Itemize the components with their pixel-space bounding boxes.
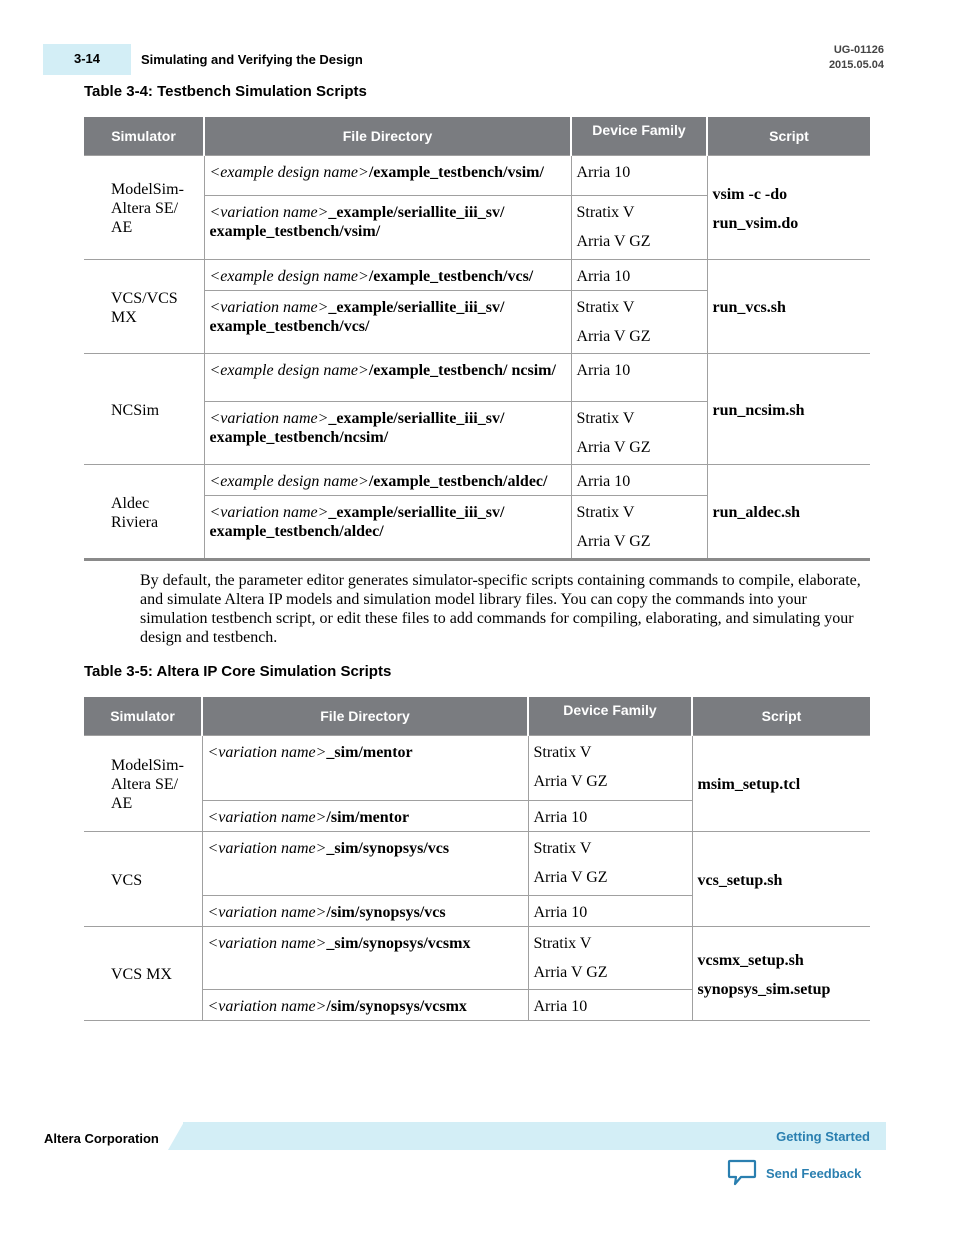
column-header: Device Family (571, 117, 707, 155)
device-family: Arria 10 (576, 472, 631, 490)
doc-id: UG-01126 (833, 44, 884, 56)
dir-variable: <variation name> (209, 409, 329, 427)
dir-path: /sim/synopsys/vcs (326, 903, 446, 921)
dir-path: /example_testbench/vcs/ (368, 267, 534, 285)
dir-variable: <variation name> (207, 839, 327, 857)
dir-variable: <variation name> (207, 903, 327, 921)
doc-date: 2015.05.04 (828, 59, 884, 71)
file-directory-cell (204, 195, 571, 259)
script-name: run_vcs.sh (712, 299, 786, 316)
device-family-cell (571, 155, 707, 195)
device-family-cell (528, 800, 692, 831)
dir-variable: <variation name> (207, 808, 327, 826)
file-directory-cell (202, 926, 528, 989)
table-row (84, 926, 870, 989)
script-name: vcsmx_setup.sh (697, 951, 804, 969)
device-family-cell (571, 195, 707, 259)
dir-path: _example/seriallite_iii_sv/ example_testbench/ncsim/ (209, 409, 505, 446)
dir-variable: <variation name> (207, 997, 327, 1015)
script-name: synopsys_sim.setup (697, 980, 831, 998)
script-name: run_vsim.do (712, 214, 799, 232)
device-family: Arria V GZ (576, 438, 651, 456)
table-row (84, 735, 870, 800)
device-family: Stratix V (533, 839, 592, 857)
device-family-cell (571, 401, 707, 464)
table2-title: Table 3-5: Altera IP Core Simulation Scripts (84, 663, 392, 680)
dir-path: /example_testbench/aldec/ (368, 472, 548, 490)
dir-path: /example_testbench/vsim/ (368, 163, 544, 181)
column-header: File Directory (202, 697, 528, 735)
dir-variable: <variation name> (209, 503, 329, 521)
device-family-cell (528, 926, 692, 989)
simulator-cell: NCSim (84, 353, 204, 464)
getting-started-link[interactable]: Getting Started (776, 1129, 870, 1144)
file-directory-cell (202, 895, 528, 926)
device-family: Arria 10 (576, 361, 631, 379)
script-cell (707, 353, 870, 464)
script-cell (707, 155, 870, 259)
dir-variable: <example design name> (209, 163, 369, 181)
file-directory-cell (204, 353, 571, 401)
speech-bubble-icon (727, 1159, 757, 1187)
column-header: Device Family (528, 697, 692, 735)
table-row (84, 353, 870, 401)
footer-band-edge (168, 1122, 184, 1150)
company-name: Altera Corporation (44, 1131, 159, 1146)
device-family: Stratix V (576, 409, 635, 427)
dir-path: /example_testbench/ ncsim/ (368, 361, 556, 379)
device-family: Arria V GZ (576, 532, 651, 550)
dir-variable: <example design name> (209, 361, 369, 379)
send-feedback-label: Send Feedback (766, 1165, 862, 1181)
simulator-cell: ModelSim-Altera SE/ AE (84, 735, 202, 831)
script-cell (707, 259, 870, 353)
device-family: Stratix V (576, 503, 635, 521)
script-cell (692, 926, 870, 1020)
file-directory-cell (202, 800, 528, 831)
script-name: vcs_setup.sh (697, 871, 783, 889)
dir-variable: <variation name> (209, 298, 329, 316)
column-header: Script (692, 697, 870, 735)
dir-path: /sim/synopsys/vcsmx (326, 997, 467, 1015)
script-cell (692, 735, 870, 831)
device-family: Arria V GZ (533, 772, 608, 790)
device-family: Arria V GZ (533, 963, 608, 981)
device-family-cell (528, 895, 692, 926)
device-family-cell (528, 831, 692, 895)
dir-path: _example/seriallite_iii_sv/ example_testbench/aldec/ (209, 503, 505, 540)
table-row (84, 259, 870, 290)
file-directory-cell (204, 259, 571, 290)
device-family: Arria V GZ (533, 868, 608, 886)
simulator-cell: VCS/VCS MX (84, 259, 204, 353)
file-directory-cell (204, 401, 571, 464)
device-family-cell (528, 735, 692, 800)
device-family-cell (571, 353, 707, 401)
device-family: Arria 10 (576, 267, 631, 285)
dir-path: _sim/mentor (326, 743, 413, 761)
table-row (84, 831, 870, 895)
file-directory-cell (202, 831, 528, 895)
doc-info (829, 43, 884, 73)
file-directory-cell (202, 989, 528, 1020)
script-cell (692, 831, 870, 926)
simulator-cell: ModelSim-Altera SE/ AE (84, 155, 204, 259)
dir-variable: <variation name> (207, 934, 327, 952)
device-family: Stratix V (576, 203, 635, 221)
script-name: run_ncsim.sh (712, 401, 805, 419)
dir-path: _sim/synopsys/vcs (326, 839, 450, 857)
dir-variable: <variation name> (207, 743, 327, 761)
dir-path: /sim/mentor (326, 808, 410, 826)
send-feedback-link[interactable] (727, 1159, 861, 1187)
device-family-cell (571, 495, 707, 559)
column-header: File Directory (204, 117, 571, 155)
device-family: Arria 10 (576, 163, 631, 181)
device-family: Arria V GZ (576, 232, 651, 250)
device-family: Arria 10 (533, 808, 588, 826)
script-cell (707, 464, 870, 559)
file-directory-cell (204, 155, 571, 195)
script-name: run_aldec.sh (712, 504, 801, 521)
file-directory-cell (204, 290, 571, 353)
dir-path: _sim/synopsys/vcsmx (326, 934, 471, 952)
device-family: Arria 10 (533, 903, 588, 921)
column-header: Simulator (84, 697, 202, 735)
table-row (84, 155, 870, 195)
device-family-cell (571, 290, 707, 353)
device-family-cell (571, 259, 707, 290)
device-family: Arria 10 (533, 997, 588, 1015)
column-header: Script (707, 117, 870, 155)
device-family: Stratix V (533, 934, 592, 952)
dir-path: _example/seriallite_iii_sv/ example_testbench/vsim/ (209, 203, 505, 240)
dir-variable: <example design name> (209, 267, 369, 285)
testbench-scripts-table (84, 117, 870, 561)
page-number: 3-14 (74, 51, 101, 66)
device-family: Arria V GZ (576, 327, 651, 345)
body-paragraph: By default, the parameter editor generates simulator-specific scripts containing commands to compile, elaborate, and simulate Altera IP models and simulation model library files. You can copy the commands into your simulation testbench script, or edit these files to add commands for compiling, elaborating, and simulating your design and testbench. (140, 572, 861, 646)
file-directory-cell (202, 735, 528, 800)
script-name: vsim -c -do (712, 185, 788, 203)
file-directory-cell (204, 495, 571, 559)
device-family-cell (528, 989, 692, 1020)
table-row (84, 464, 870, 495)
table1-title: Table 3-4: Testbench Simulation Scripts (84, 83, 367, 100)
section-title: Simulating and Verifying the Design (141, 52, 363, 67)
ip-core-scripts-table (84, 697, 870, 1021)
column-header: Simulator (84, 117, 204, 155)
script-name: msim_setup.tcl (697, 776, 801, 793)
simulator-cell: VCS (84, 831, 202, 926)
simulator-cell: VCS MX (84, 926, 202, 1020)
device-family: Stratix V (533, 743, 592, 761)
dir-variable: <variation name> (209, 203, 329, 221)
simulator-cell: Aldec Riviera (84, 464, 204, 559)
file-directory-cell (204, 464, 571, 495)
device-family-cell (571, 464, 707, 495)
dir-variable: <example design name> (209, 472, 369, 490)
device-family: Stratix V (576, 298, 635, 316)
dir-path: _example/seriallite_iii_sv/ example_testbench/vcs/ (209, 298, 505, 335)
